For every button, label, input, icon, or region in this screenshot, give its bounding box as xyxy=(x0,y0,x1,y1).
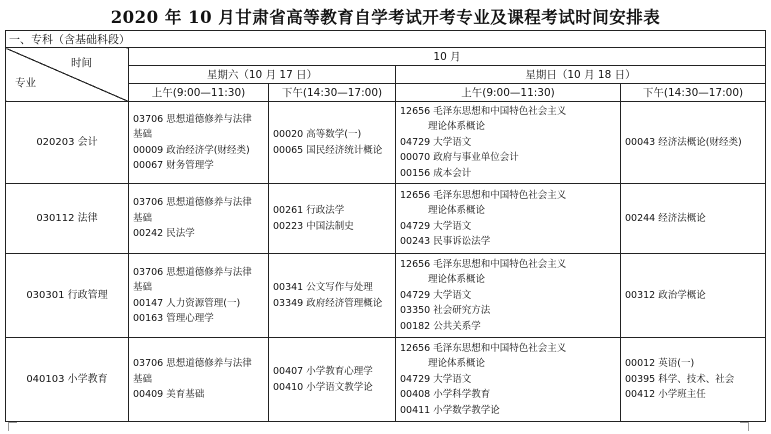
sun-am-cell xyxy=(396,184,621,254)
course-line: 00341 公文写作与处理 xyxy=(273,282,373,294)
sat-am-cell xyxy=(129,184,269,254)
course-line: 00395 科学、技术、社会 xyxy=(625,373,735,385)
course-line: 基础 xyxy=(133,129,153,141)
course-line: 00242 民法学 xyxy=(133,228,195,240)
sun-pm-cell xyxy=(621,254,766,338)
sat-pm-cell xyxy=(269,254,396,338)
course-line: 理论体系概论 xyxy=(428,121,486,133)
course-line: 00043 经济法概论(财经类) xyxy=(625,136,742,148)
course-line: 00147 人力资源管理(一) xyxy=(133,297,241,309)
course-line: 00012 英语(一) xyxy=(625,358,695,370)
course-line: 00156 成本会计 xyxy=(400,167,472,179)
page-corner-mark xyxy=(8,422,17,431)
major-cell: 030301 行政管理 xyxy=(6,254,129,338)
course-line: 基础 xyxy=(133,212,153,224)
course-line: 00261 行政法学 xyxy=(273,205,345,217)
course-line: 04729 大学语文 xyxy=(400,289,472,301)
sat-pm-cell xyxy=(269,338,396,422)
course-line: 03706 思想道德修养与法律 xyxy=(133,197,252,209)
sat-am-cell xyxy=(129,102,269,184)
sat-am-cell xyxy=(129,254,269,338)
course-line: 12656 毛泽东思想和中国特色社会主义 xyxy=(400,189,567,201)
course-line: 04729 大学语文 xyxy=(400,220,472,232)
major-cell: 030112 法律 xyxy=(6,184,129,254)
major-cell: 020203 会计 xyxy=(6,102,129,184)
sun-pm-cell xyxy=(621,338,766,422)
course-line: 00182 公共关系学 xyxy=(400,320,481,332)
course-line: 04729 大学语文 xyxy=(400,373,472,385)
sun-am-cell xyxy=(396,254,621,338)
sat-pm-cell xyxy=(269,184,396,254)
time-header-label: 时间 xyxy=(71,57,92,69)
course-line: 00065 国民经济统计概论 xyxy=(273,144,383,156)
course-line: 12656 毛泽东思想和中国特色社会主义 xyxy=(400,105,567,117)
sun-pm-cell xyxy=(621,184,766,254)
course-line: 00163 管理心理学 xyxy=(133,312,214,324)
table-row xyxy=(6,338,766,422)
course-line: 12656 毛泽东思想和中国特色社会主义 xyxy=(400,342,567,354)
course-line: 03349 政府经济管理概论 xyxy=(273,297,383,309)
day2-pm-header: 下午(14:30—17:00) xyxy=(621,84,766,102)
header-corner-cell xyxy=(6,48,129,102)
course-line: 00244 经济法概论 xyxy=(625,212,706,224)
day1-pm-header: 下午(14:30—17:00) xyxy=(269,84,396,102)
table-row xyxy=(6,102,766,184)
sun-pm-cell xyxy=(621,102,766,184)
course-line: 理论体系概论 xyxy=(428,358,486,370)
month-header: 10 月 xyxy=(129,48,766,66)
page-title: 2020 年 10 月甘肃省高等教育自学考试开考专业及课程考试时间安排表 xyxy=(110,8,661,27)
day2-am-header: 上午(9:00—11:30) xyxy=(396,84,621,102)
course-line: 00411 小学数学教学论 xyxy=(400,404,500,416)
course-line: 03706 思想道德修养与法律 xyxy=(133,266,252,278)
course-line: 基础 xyxy=(133,282,153,294)
course-line: 00410 小学语文教学论 xyxy=(273,381,373,393)
course-line: 00409 美育基础 xyxy=(133,389,205,401)
course-line: 00067 财务管理学 xyxy=(133,159,214,171)
major-cell: 040103 小学教育 xyxy=(6,338,129,422)
table-row xyxy=(6,254,766,338)
sun-am-cell xyxy=(396,338,621,422)
course-line: 03706 思想道德修养与法律 xyxy=(133,113,252,125)
sat-pm-cell xyxy=(269,102,396,184)
course-line: 00412 小学班主任 xyxy=(625,389,706,401)
day1-header: 星期六（10 月 17 日） xyxy=(129,66,396,84)
page-corner-mark xyxy=(740,422,749,431)
major-header-label: 专业 xyxy=(15,77,36,89)
course-line: 00009 政治经济学(财经类) xyxy=(133,144,250,156)
course-line: 03350 社会研究方法 xyxy=(400,305,491,317)
section-heading: 一、专科（含基础科段） xyxy=(6,31,766,48)
course-line: 04729 大学语文 xyxy=(400,136,472,148)
course-line: 00020 高等数学(一) xyxy=(273,129,362,141)
day2-header: 星期日（10 月 18 日） xyxy=(396,66,766,84)
course-line: 基础 xyxy=(133,373,153,385)
course-line: 12656 毛泽东思想和中国特色社会主义 xyxy=(400,258,567,270)
sat-am-cell xyxy=(129,338,269,422)
course-line: 00407 小学教育心理学 xyxy=(273,366,373,378)
sun-am-cell xyxy=(396,102,621,184)
course-line: 00312 政治学概论 xyxy=(625,289,706,301)
course-line: 00243 民事诉讼法学 xyxy=(400,235,491,247)
course-line: 00070 政府与事业单位会计 xyxy=(400,152,519,164)
course-line: 00223 中国法制史 xyxy=(273,220,354,232)
course-line: 00408 小学科学教育 xyxy=(400,389,491,401)
course-line: 理论体系概论 xyxy=(428,205,486,217)
course-line: 理论体系概论 xyxy=(428,274,486,286)
table-row xyxy=(6,184,766,254)
course-line: 03706 思想道德修养与法律 xyxy=(133,358,252,370)
day1-am-header: 上午(9:00—11:30) xyxy=(129,84,269,102)
exam-schedule-table xyxy=(5,30,766,422)
